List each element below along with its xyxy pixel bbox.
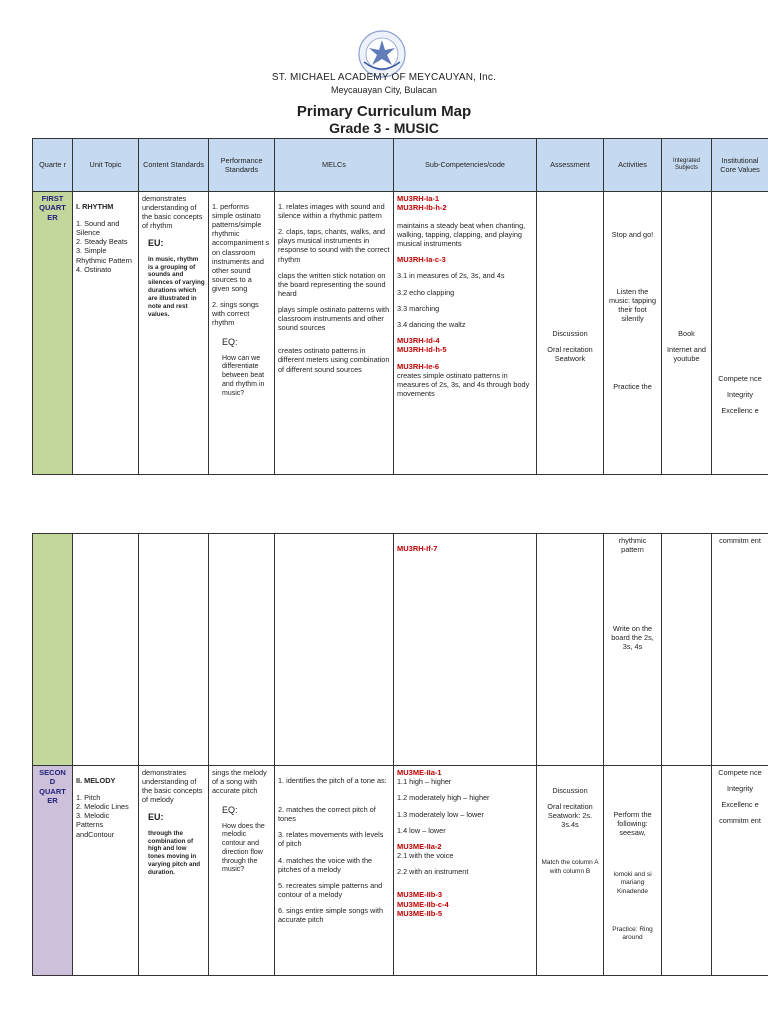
core-value: Integrity: [727, 390, 753, 400]
eq-text: How does the melodic contour and direction flow through the music?: [222, 822, 265, 874]
activity-item: Stop and go!: [611, 230, 654, 239]
core-value: Compete nce: [718, 768, 762, 777]
core-values-cell: [712, 192, 768, 475]
col-header-core-values: Institutional Core Values: [712, 139, 768, 192]
col-header-unit-topic: Unit Topic: [73, 139, 139, 192]
col-header-content-standards: Content Standards: [139, 139, 209, 192]
integrated-item: Book: [678, 329, 695, 338]
eu-text: through the combination of high and low tones moving in varying pitch and duration.: [148, 829, 201, 876]
competency-item: 3.2 echo clapping: [397, 287, 455, 297]
competency-item: 3.3 marching: [397, 303, 440, 313]
activity-item: Iomoki and si mariang Kinadende: [613, 871, 652, 895]
melc-item: plays simple ostinato patterns with classroom instruments and other sound sources: [278, 304, 390, 333]
quarter-label-first: FIRST QUART ER: [33, 192, 73, 475]
empty-cell: [662, 534, 712, 766]
sub-competencies-cell: [394, 534, 537, 766]
competency-item: 1.4 low – lower: [397, 825, 446, 835]
eq-text: How can we differentiate between beat and rhythm in music?: [222, 354, 265, 397]
competency-item: 1.2 moderately high – higher: [397, 793, 490, 803]
school-name: ST. MICHAEL ACADEMY OF MEYCAUYAN, Inc.: [271, 72, 497, 83]
grade-subtitle: Grade 3 - MUSIC: [329, 120, 439, 136]
integrated-item: Internet and youtube: [667, 345, 706, 364]
col-header-integrated-subjects: Integrated Subjects: [662, 139, 712, 192]
unit-topic-cell: [73, 192, 139, 475]
activity-item: Practice: Ring around: [612, 925, 653, 941]
activity-item: rhythmic pattern: [618, 536, 647, 555]
activity-item: Listen the music: tapping their foot silently: [608, 287, 657, 324]
competency-code: MU3ME-IIa-2: [397, 841, 442, 851]
core-value: Compete nce: [718, 374, 762, 383]
content-standards-cell: [139, 766, 209, 976]
sub-competencies-cell: [394, 192, 537, 475]
performance-standard: sings the melody of a song with accurate pitch: [212, 768, 267, 796]
col-header-performance-standards: Performance Standards: [209, 139, 275, 192]
activities-cell: [604, 766, 662, 976]
empty-cell: [662, 766, 712, 976]
content-standard-text: demonstrates understanding of the basic concepts of melody: [142, 768, 203, 805]
core-value: Excellenc e: [721, 800, 759, 810]
competency-code: MU3ME-IIb-3: [397, 890, 442, 900]
curriculum-table-first-quarter: [32, 138, 768, 475]
competency-text: creates simple ostinato patterns in measures of 2s, 3s, and 4s through body movements: [397, 371, 530, 399]
page-title: Primary Curriculum Map: [296, 103, 472, 120]
melc-item: 2. matches the correct pitch of tones: [278, 805, 376, 824]
melc-item: 6. sings entire simple songs with accurate pitch: [278, 905, 384, 925]
assessment-cell: [537, 766, 604, 976]
melc-item: 3. relates movements with levels of pitch: [278, 830, 384, 849]
competency-item: 3.1 in measures of 2s, 3s, and 4s: [397, 271, 505, 281]
core-value: commitm ent: [719, 536, 761, 545]
competency-item: 2.1 with the voice: [397, 851, 454, 861]
assessment-item: Match the column A with column B: [541, 859, 599, 875]
empty-cell: [209, 534, 275, 766]
empty-cell: [139, 534, 209, 766]
competency-item: 1.3 moderately low – lower: [397, 809, 484, 819]
competency-code: MU3ME-IIb-c-4: [397, 899, 449, 909]
performance-standards-cell: [209, 766, 275, 976]
sub-competencies-cell: [394, 766, 537, 976]
competency-code: MU3RH-If-7: [397, 544, 438, 553]
competency-code: MU3RH-Ie-6: [397, 361, 440, 371]
activities-cell: [604, 192, 662, 475]
content-standard-text: demonstrates understanding of the basic concepts of rhythm: [142, 194, 203, 231]
core-values-cell: [712, 534, 768, 766]
melc-item: claps the written stick notation on the board representing the sound heard: [278, 270, 386, 298]
competency-code: MU3RH-Ia-1: [397, 194, 440, 203]
eu-label: EU:: [148, 812, 164, 823]
col-header-quarter: Quarte r: [33, 139, 73, 192]
assessment-cell: [537, 192, 604, 475]
eu-text: In music, rhythm is a grouping of sounds and silences of varying durations which are illustrated in note and rest values.: [148, 255, 205, 318]
melc-item: 5. recreates simple patterns and contour of a melody: [278, 880, 383, 899]
core-value: Integrity: [727, 784, 753, 794]
activity-item: Practice the: [613, 381, 652, 391]
eq-label: EQ:: [222, 337, 238, 348]
col-header-activities: Activities: [604, 139, 662, 192]
quarter-label-first-continued: [33, 534, 73, 766]
unit-item: 1. Sound and Silence: [76, 219, 120, 238]
competency-code: MU3RH-Ib-h-2: [397, 203, 447, 213]
unit-title: II. MELODY: [76, 776, 116, 785]
competency-code: MU3RH-Id-4: [397, 335, 440, 345]
school-city: Meycauayan City, Bulacan: [331, 85, 437, 95]
competency-code: MU3RH-Id-h-5: [397, 345, 447, 355]
unit-item: 3. Melodic Patterns andContour: [76, 811, 115, 839]
col-header-assessment: Assessment: [537, 139, 604, 192]
col-header-sub-competencies: Sub-Competencies/code: [394, 139, 537, 192]
integrated-subjects-cell: [662, 192, 712, 475]
core-value: commitm ent: [719, 816, 761, 826]
melc-item: 4. matches the voice with the pitches of a melody: [278, 855, 373, 874]
competency-item: 1.1 high – higher: [397, 777, 452, 787]
competency-code: MU3RH-Ia-c-3: [397, 255, 446, 265]
melc-item: creates ostinato patterns in different meters using combination of different sound sources: [278, 346, 390, 374]
content-standards-cell: [139, 192, 209, 475]
competency-code: MU3ME-IIb-5: [397, 909, 442, 919]
performance-standards-cell: [209, 192, 275, 475]
unit-item: 2. Steady Beats: [76, 237, 128, 247]
melc-item: 1. identifies the pitch of a tone as:: [278, 776, 387, 785]
core-values-cell: [712, 766, 768, 976]
unit-item: 1. Pitch: [76, 793, 101, 803]
melc-item: 2. claps, taps, chants, walks, and plays musical instruments in response to sound with the correct rhythm: [278, 227, 390, 264]
melcs-cell: [275, 192, 394, 475]
melcs-cell: [275, 766, 394, 976]
eq-label: EQ:: [222, 805, 238, 816]
competency-item: 3.4 dancing the waltz: [397, 319, 466, 329]
empty-cell: [275, 534, 394, 766]
competency-text: maintains a steady beat when chanting, walking, tapping, clapping, and playing musical instruments: [397, 220, 526, 248]
assessment-item: Oral recitation Seatwork: 2s. 3s.4s: [547, 802, 593, 830]
unit-topic-cell: [73, 766, 139, 976]
performance-standard-2: 2. sings songs with correct rhythm: [212, 300, 259, 328]
quarter-label-second: SECON D QUART ER: [33, 766, 73, 976]
unit-item: 3. Simple Rhythmic Pattern: [76, 246, 132, 265]
assessment-item: Discussion: [552, 786, 588, 795]
unit-item: 4. Ostinato: [76, 264, 112, 274]
eu-label: EU:: [148, 238, 164, 249]
assessment-item: Discussion: [552, 329, 588, 338]
activity-item: Perform the following: seesaw,: [613, 810, 652, 838]
curriculum-table-continued: [32, 533, 768, 976]
performance-standard-1: 1. performs simple ostinato patterns/simple rhythmic accompaniment s on classroom instruments and other sound sources to a given song: [212, 202, 270, 293]
empty-cell: [73, 534, 139, 766]
competency-item: 2.2 with an instrument: [397, 867, 469, 877]
competency-code: MU3ME-IIa-1: [397, 768, 442, 777]
assessment-item: Oral recitation Seatwork: [547, 345, 593, 364]
melc-item: 1. relates images with sound and silence within a rhythmic pattern: [278, 202, 385, 221]
col-header-melcs: MELCs: [275, 139, 394, 192]
core-value: Excellenc e: [721, 406, 759, 416]
unit-item: 2. Melodic Lines: [76, 802, 129, 812]
empty-cell: [537, 534, 604, 766]
unit-title: I. RHYTHM: [76, 202, 114, 211]
activities-cell: [604, 534, 662, 766]
activity-item: Write on the board the 2s, 3s, 4s: [611, 624, 654, 652]
